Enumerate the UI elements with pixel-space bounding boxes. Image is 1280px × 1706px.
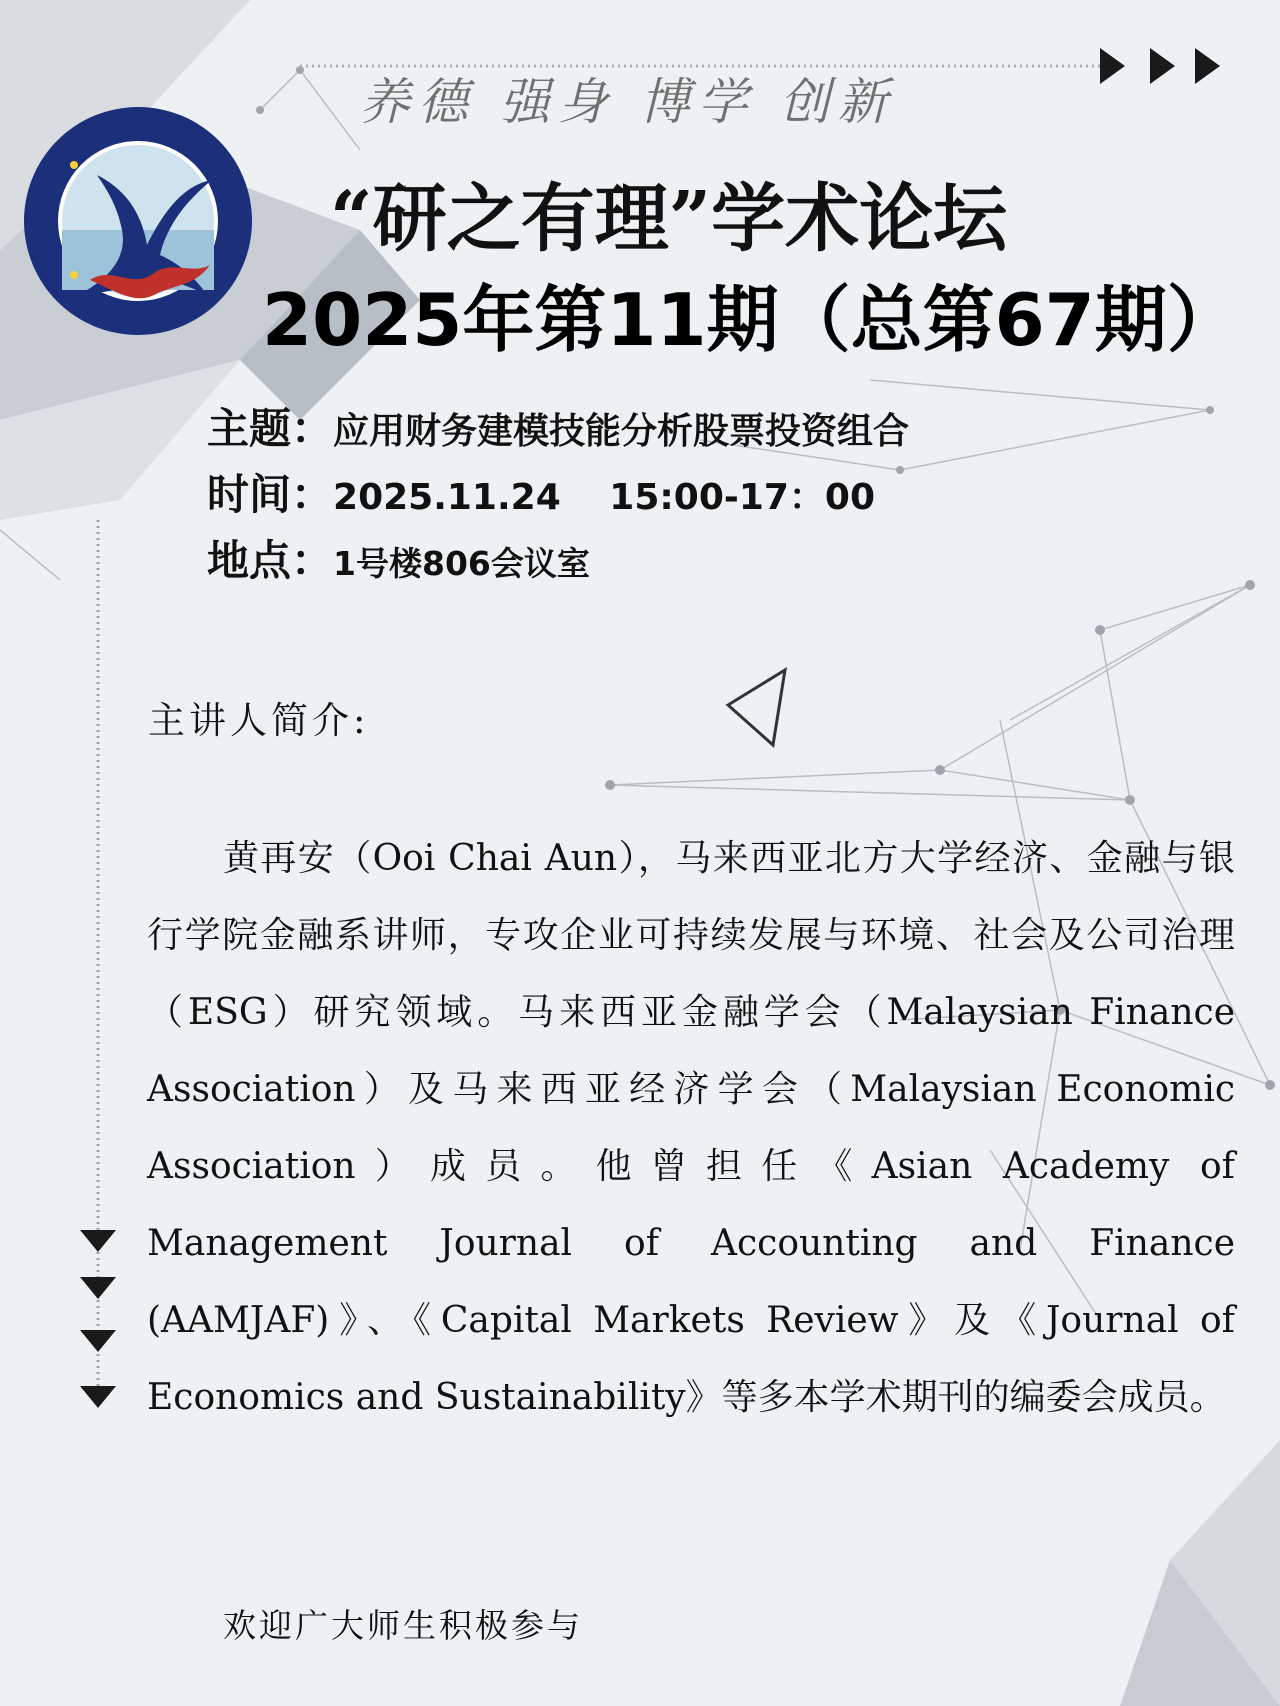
place-label: 地点： bbox=[207, 536, 334, 585]
topic-value: 应用财务建模技能分析股票投资组合 bbox=[333, 411, 910, 452]
place-row bbox=[207, 528, 590, 588]
place-value: 1号楼806会议室 bbox=[333, 544, 590, 583]
time-label: 时间： bbox=[207, 470, 334, 519]
forum-title: “研之有理”学术论坛 bbox=[330, 176, 1008, 262]
topic-row bbox=[207, 396, 909, 456]
welcome-text: 欢迎广大师生积极参与 bbox=[223, 1606, 583, 1645]
time-row bbox=[207, 462, 875, 522]
time-value: 2025.11.24 15:00-17：00 bbox=[333, 477, 876, 518]
school-motto: 养德 强身 博学 创新 bbox=[360, 73, 896, 131]
school-logo bbox=[22, 105, 254, 337]
issue-number: 2025年第11期（总第67期） bbox=[262, 278, 1239, 362]
speaker-bio: 黄再安（Ooi Chai Aun），马来西亚北方大学经济、金融与银行学院金融系讲师，专攻企业可持续发展与环境、社会及公司治理（ESG）研究领域。马来西亚金融学会（Malaysian Finance Association）及马来西亚经济学会（Malaysian Economic Association）成员。他曾担任《Asian Academy of Management Journal of Accounting and Finance (AAMJAF)》、《Capital Markets Review》及《Journal of Economics and Sustainability》等多本学术期刊的编委会成员。 bbox=[147, 838, 1235, 1418]
topic-label: 主题： bbox=[207, 404, 334, 453]
speaker-heading: 主讲人简介: bbox=[148, 699, 370, 742]
